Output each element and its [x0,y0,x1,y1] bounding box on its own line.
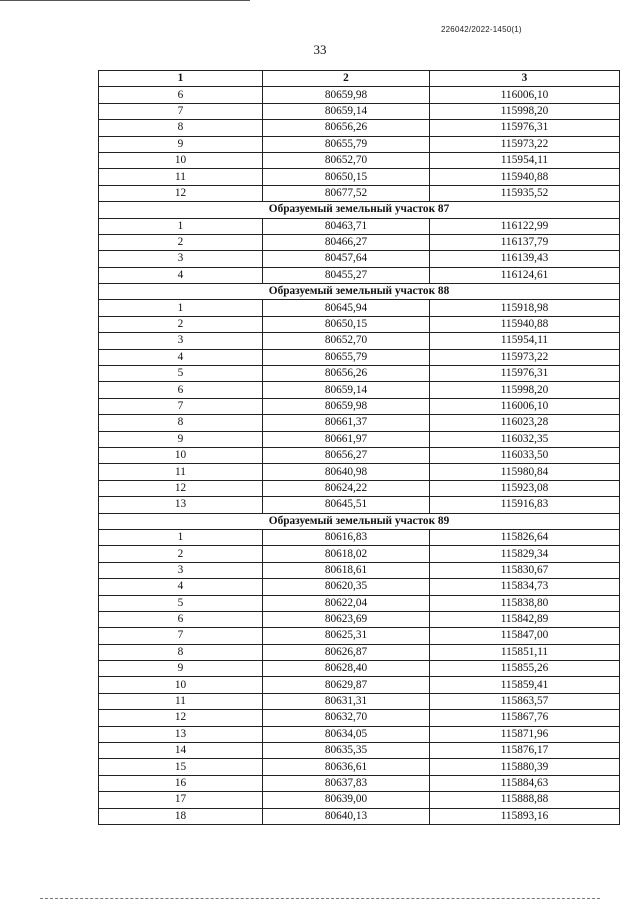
table-row [99,234,620,250]
x-coordinate-cell: 80652,70 [263,152,430,168]
x-coordinate-cell: 80639,00 [263,792,430,808]
table-row [99,366,620,382]
table-row [99,267,620,283]
y-coordinate-cell: 116006,10 [430,398,620,414]
point-number-cell: 11 [99,464,263,480]
coordinates-table [98,70,620,825]
y-coordinate-cell: 115976,31 [430,120,620,136]
table-row [99,382,620,398]
y-coordinate-cell: 115851,11 [430,644,620,660]
table-row [99,398,620,414]
table-row [99,644,620,660]
table-row [99,808,620,824]
y-coordinate-cell: 115918,98 [430,300,620,316]
point-number-cell: 6 [99,382,263,398]
table-row [99,251,620,267]
y-coordinate-cell: 115884,63 [430,775,620,791]
y-coordinate-cell: 115876,17 [430,743,620,759]
y-coordinate-cell: 115834,73 [430,579,620,595]
table-row [99,415,620,431]
y-coordinate-cell: 116137,79 [430,234,620,250]
x-coordinate-cell: 80463,71 [263,218,430,234]
y-coordinate-cell: 116139,43 [430,251,620,267]
header-row [99,71,620,87]
table-row [99,120,620,136]
point-number-cell: 10 [99,677,263,693]
document-reference: 226042/2022-1450(1) [441,25,522,34]
point-number-cell: 8 [99,644,263,660]
y-coordinate-cell: 115826,64 [430,529,620,545]
x-coordinate-cell: 80466,27 [263,234,430,250]
point-number-cell: 3 [99,562,263,578]
y-coordinate-cell: 115893,16 [430,808,620,824]
table-row [99,759,620,775]
table-row [99,497,620,513]
y-coordinate-cell: 115838,80 [430,595,620,611]
table-row [99,431,620,447]
y-coordinate-cell: 115973,22 [430,349,620,365]
x-coordinate-cell: 80656,26 [263,366,430,382]
y-coordinate-cell: 115863,57 [430,693,620,709]
point-number-cell: 2 [99,316,263,332]
table-row [99,87,620,103]
y-coordinate-cell: 115855,26 [430,661,620,677]
table-row [99,546,620,562]
point-number-cell: 2 [99,234,263,250]
point-number-cell: 9 [99,136,263,152]
y-coordinate-cell: 115880,39 [430,759,620,775]
table-row [99,300,620,316]
x-coordinate-cell: 80677,52 [263,185,430,201]
point-number-cell: 12 [99,185,263,201]
section-title: Образуемый земельный участок 87 [99,202,620,218]
point-number-cell: 12 [99,480,263,496]
point-number-cell: 10 [99,152,263,168]
x-coordinate-cell: 80661,37 [263,415,430,431]
y-coordinate-cell: 116023,28 [430,415,620,431]
x-coordinate-cell: 80625,31 [263,628,430,644]
scan-bottom-rule [40,898,600,899]
point-number-cell: 7 [99,628,263,644]
table-header [99,71,620,87]
table-row [99,792,620,808]
x-coordinate-cell: 80455,27 [263,267,430,283]
y-coordinate-cell: 115923,08 [430,480,620,496]
point-number-cell: 7 [99,398,263,414]
x-coordinate-cell: 80624,22 [263,480,430,496]
point-number-cell: 10 [99,447,263,463]
x-coordinate-cell: 80634,05 [263,726,430,742]
table-row [99,693,620,709]
y-coordinate-cell: 116032,35 [430,431,620,447]
column-header-point-number: 1 [99,71,263,87]
point-number-cell: 4 [99,579,263,595]
section-row [99,284,620,300]
point-number-cell: 7 [99,103,263,119]
x-coordinate-cell: 80623,69 [263,611,430,627]
x-coordinate-cell: 80618,61 [263,562,430,578]
y-coordinate-cell: 115935,52 [430,185,620,201]
column-header-y: 3 [430,71,620,87]
table-row [99,185,620,201]
point-number-cell: 3 [99,251,263,267]
y-coordinate-cell: 115940,88 [430,169,620,185]
x-coordinate-cell: 80645,51 [263,497,430,513]
point-number-cell: 3 [99,333,263,349]
y-coordinate-cell: 115847,00 [430,628,620,644]
point-number-cell: 1 [99,218,263,234]
point-number-cell: 6 [99,87,263,103]
page-number: 33 [313,42,327,57]
x-coordinate-cell: 80656,27 [263,447,430,463]
table-row [99,628,620,644]
point-number-cell: 15 [99,759,263,775]
y-coordinate-cell: 116033,50 [430,447,620,463]
x-coordinate-cell: 80629,87 [263,677,430,693]
x-coordinate-cell: 80622,04 [263,595,430,611]
y-coordinate-cell: 115888,88 [430,792,620,808]
point-number-cell: 1 [99,300,263,316]
section-row [99,202,620,218]
y-coordinate-cell: 115998,20 [430,103,620,119]
point-number-cell: 16 [99,775,263,791]
table-row [99,562,620,578]
point-number-cell: 4 [99,349,263,365]
y-coordinate-cell: 115871,96 [430,726,620,742]
point-number-cell: 18 [99,808,263,824]
x-coordinate-cell: 80640,98 [263,464,430,480]
x-coordinate-cell: 80457,64 [263,251,430,267]
y-coordinate-cell: 115916,83 [430,497,620,513]
y-coordinate-cell: 115954,11 [430,152,620,168]
x-coordinate-cell: 80650,15 [263,316,430,332]
y-coordinate-cell: 115940,88 [430,316,620,332]
table-row [99,136,620,152]
x-coordinate-cell: 80620,35 [263,579,430,595]
table-row [99,447,620,463]
section-row [99,513,620,529]
x-coordinate-cell: 80616,83 [263,529,430,545]
point-number-cell: 6 [99,611,263,627]
y-coordinate-cell: 115954,11 [430,333,620,349]
point-number-cell: 5 [99,366,263,382]
table-row [99,726,620,742]
y-coordinate-cell: 115842,89 [430,611,620,627]
x-coordinate-cell: 80659,98 [263,87,430,103]
point-number-cell: 1 [99,529,263,545]
point-number-cell: 8 [99,415,263,431]
y-coordinate-cell: 115830,67 [430,562,620,578]
table-body [99,87,620,825]
x-coordinate-cell: 80645,94 [263,300,430,316]
point-number-cell: 13 [99,497,263,513]
table-row [99,218,620,234]
point-number-cell: 2 [99,546,263,562]
table-row [99,743,620,759]
table-row [99,595,620,611]
point-number-cell: 11 [99,693,263,709]
table-row [99,480,620,496]
x-coordinate-cell: 80659,98 [263,398,430,414]
point-number-cell: 9 [99,431,263,447]
x-coordinate-cell: 80655,79 [263,349,430,365]
y-coordinate-cell: 115829,34 [430,546,620,562]
x-coordinate-cell: 80652,70 [263,333,430,349]
x-coordinate-cell: 80656,26 [263,120,430,136]
x-coordinate-cell: 80628,40 [263,661,430,677]
scan-top-rule [0,0,250,1]
column-header-x: 2 [263,71,430,87]
y-coordinate-cell: 115980,84 [430,464,620,480]
x-coordinate-cell: 80632,70 [263,710,430,726]
point-number-cell: 8 [99,120,263,136]
x-coordinate-cell: 80618,02 [263,546,430,562]
table-row [99,152,620,168]
x-coordinate-cell: 80650,15 [263,169,430,185]
y-coordinate-cell: 115976,31 [430,366,620,382]
point-number-cell: 14 [99,743,263,759]
y-coordinate-cell: 116006,10 [430,87,620,103]
section-title: Образуемый земельный участок 88 [99,284,620,300]
point-number-cell: 17 [99,792,263,808]
x-coordinate-cell: 80661,97 [263,431,430,447]
y-coordinate-cell: 115867,76 [430,710,620,726]
x-coordinate-cell: 80637,83 [263,775,430,791]
x-coordinate-cell: 80640,13 [263,808,430,824]
y-coordinate-cell: 116124,61 [430,267,620,283]
table-row [99,169,620,185]
table-row [99,103,620,119]
y-coordinate-cell: 115973,22 [430,136,620,152]
x-coordinate-cell: 80636,61 [263,759,430,775]
x-coordinate-cell: 80635,35 [263,743,430,759]
x-coordinate-cell: 80659,14 [263,103,430,119]
x-coordinate-cell: 80626,87 [263,644,430,660]
table-row [99,316,620,332]
table-row [99,710,620,726]
point-number-cell: 5 [99,595,263,611]
table-row [99,464,620,480]
table-row [99,349,620,365]
table-row [99,661,620,677]
x-coordinate-cell: 80659,14 [263,382,430,398]
x-coordinate-cell: 80655,79 [263,136,430,152]
point-number-cell: 4 [99,267,263,283]
point-number-cell: 9 [99,661,263,677]
table-row [99,333,620,349]
table-row [99,529,620,545]
section-title: Образуемый земельный участок 89 [99,513,620,529]
table-row [99,775,620,791]
point-number-cell: 13 [99,726,263,742]
y-coordinate-cell: 115859,41 [430,677,620,693]
point-number-cell: 12 [99,710,263,726]
y-coordinate-cell: 116122,99 [430,218,620,234]
table-row [99,611,620,627]
table-row [99,677,620,693]
table-row [99,579,620,595]
x-coordinate-cell: 80631,31 [263,693,430,709]
y-coordinate-cell: 115998,20 [430,382,620,398]
point-number-cell: 11 [99,169,263,185]
